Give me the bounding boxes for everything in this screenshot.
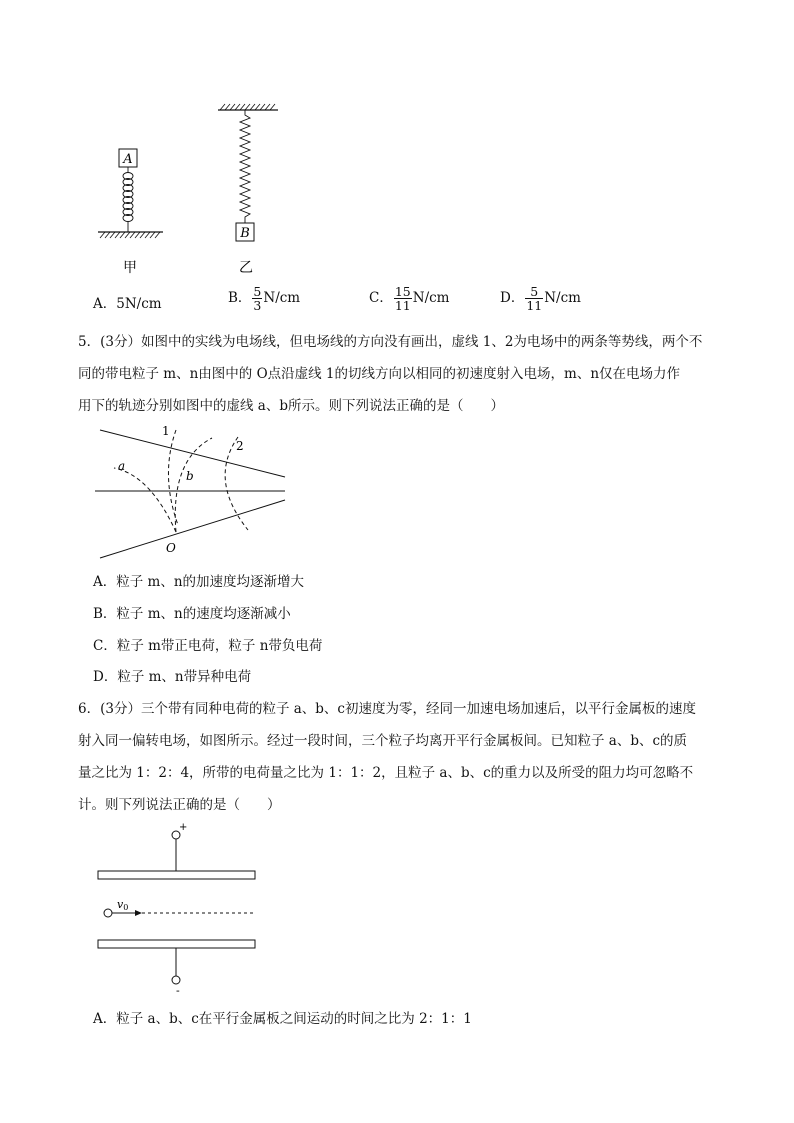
caption-yi: 乙 — [239, 260, 253, 276]
q6-option-a: A．粒子 a、b、c在平行金属板之间运动的时间之比为 2：1：1 — [93, 1011, 472, 1027]
label-b: b — [186, 469, 194, 483]
arrow-head — [135, 910, 142, 916]
q6-text-line4: 计。则下列说法正确的是（ ） — [78, 797, 281, 813]
ground-hatch — [100, 232, 160, 238]
q4-option-b: B． $\frac{5}{3}$ N/cm — [228, 284, 301, 313]
bottom-terminal — [172, 976, 180, 984]
v0-label: v0 — [117, 898, 129, 912]
fraction: $\frac{5}{3}$ — [253, 284, 262, 313]
block-b-label: B — [240, 226, 250, 241]
q4-option-a: A．5N/cm — [93, 296, 162, 312]
fraction: $\frac{5}{11}$ — [526, 284, 543, 313]
field-line-bottom — [100, 500, 285, 558]
particle-entry — [104, 909, 112, 917]
q5-text-line2: 同的带电粒子 m、n由图中的 O点沿虚线 1的切线方向以相同的初速度射入电场，m、n仅在电场力作 — [78, 366, 681, 382]
label-1: 1 — [162, 424, 170, 438]
label-2: 2 — [236, 439, 244, 453]
q4-option-d: D． $\frac{5}{11}$ N/cm — [500, 284, 581, 313]
stretched-spring — [240, 110, 250, 223]
q5-option-b: B．粒子 m、n的速度均逐渐减小 — [93, 606, 291, 622]
fraction: $\frac{15}{11}$ — [394, 284, 411, 313]
ceiling-hatch — [220, 104, 275, 110]
plus-sign: + — [179, 822, 188, 833]
equipotential-1 — [168, 430, 178, 525]
electric-field-figure — [90, 420, 300, 565]
bottom-plate — [98, 940, 255, 948]
spring-figure — [90, 95, 290, 285]
trajectory-b — [175, 438, 212, 532]
q5-option-a: A．粒子 m、n的加速度均逐渐增大 — [93, 574, 305, 590]
label-a: a — [118, 459, 126, 473]
q5-text-line1: 5．(3分）如图中的实线为电场线，但电场线的方向没有画出，虚线 1、2为电场中的两条等势线，两个不 — [78, 334, 703, 350]
q5-option-d: D．粒子 m、n带异种电荷 — [93, 669, 252, 685]
block-a-label: A — [123, 152, 133, 167]
q6-text-line2: 射入同一偏转电场，如图所示。经过一段时间，三个粒子均离开平行金属板间。已知粒子 a、b、c的质 — [78, 733, 688, 749]
trajectory-a — [114, 468, 176, 532]
q4-option-c: C． $\frac{15}{11}$ N/cm — [369, 284, 450, 313]
q5-text-line3: 用下的轨迹分别如图中的虚线 a、b所示。则下列说法正确的是（ ） — [78, 398, 504, 414]
q5-option-c: C．粒子 m带正电荷，粒子 n带负电荷 — [93, 638, 323, 654]
deflection-plates-figure — [90, 818, 270, 998]
caption-jia: 甲 — [123, 260, 137, 276]
q6-text-line1: 6．(3分）三个带有同种电荷的粒子 a、b、c初速度为零，经同一加速电场加速后，以平行金属板的速度 — [78, 701, 696, 717]
top-plate — [98, 871, 255, 879]
minus-sign: - — [176, 984, 180, 997]
compressed-spring — [123, 167, 133, 232]
label-o: O — [166, 541, 176, 555]
q6-text-line3: 量之比为 1：2：4，所带的电荷量之比为 1：1：2，且粒子 a、b、c的重力以及所受的阻力均可忽略不 — [78, 765, 694, 781]
